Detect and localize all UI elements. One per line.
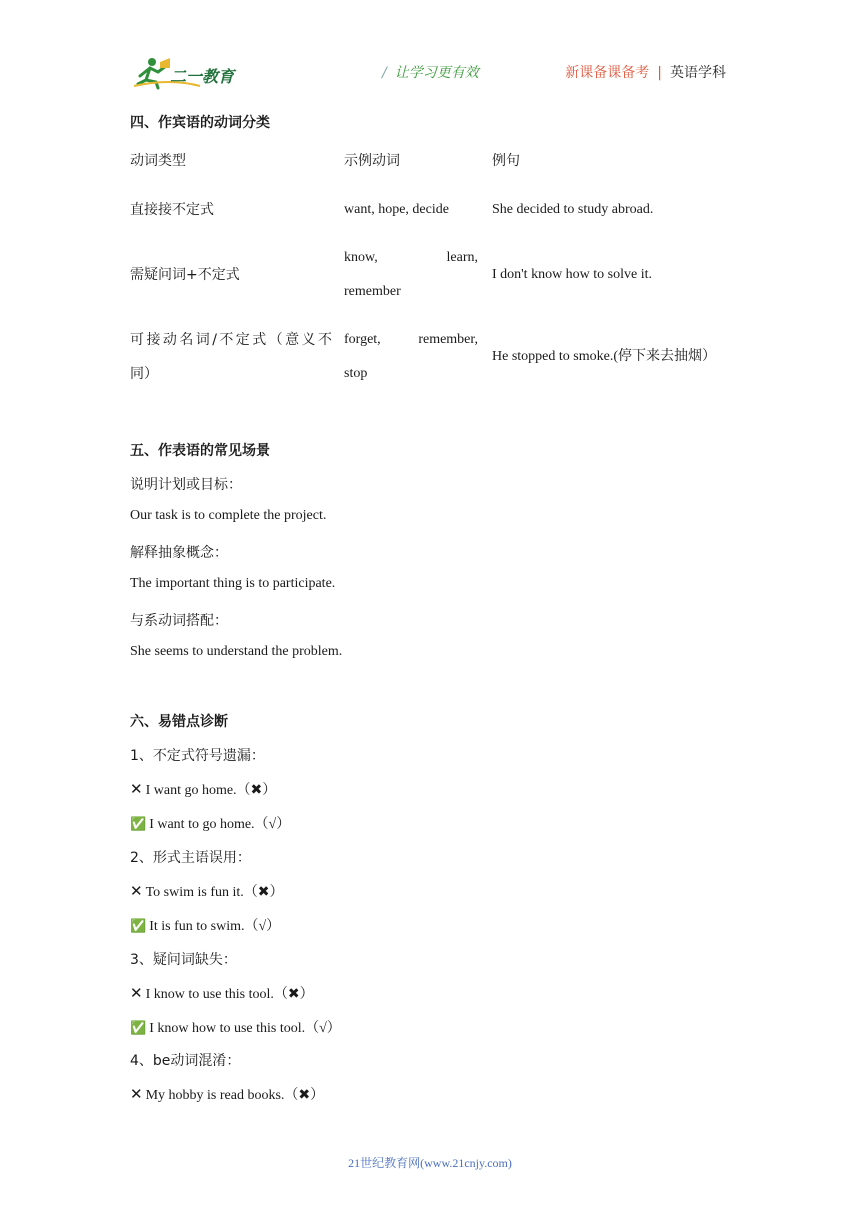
page-footer: 21世纪教育网(www.21cnjy.com) (348, 1156, 512, 1170)
table-header-cell: 示例动词 (344, 153, 400, 169)
text-line: 说明计划或目标： (130, 477, 242, 493)
example-sentence: Our task is to complete the project. (130, 508, 327, 523)
example-sentence: The important thing is to participate. (130, 576, 336, 591)
svg-text:二一教育: 二一教育 (170, 67, 235, 86)
header-highlight: 新课备课备考 (565, 65, 650, 81)
error-heading: 1、不定式符号遗漏： (130, 748, 265, 764)
text-line: 与系动词搭配： (130, 613, 228, 629)
cross-icon: ✕ (130, 984, 143, 1002)
slogan: / 让学习更有效 (382, 65, 479, 81)
table-cell-type: 需疑问词+不定式 (130, 267, 240, 283)
right-example: ✅ It is fun to swim.（√） (130, 919, 281, 934)
section6-title: 六、易错点诊断 (130, 714, 228, 730)
header-subject: 英语学科 (670, 65, 726, 81)
section4-title: 四、作宾语的动词分类 (130, 115, 270, 131)
example-sentence: She seems to understand the problem. (130, 644, 343, 659)
error-heading: 4、be动词混淆： (130, 1053, 241, 1069)
logo (130, 56, 240, 90)
table-cell-type-cont: 同） (130, 366, 158, 382)
cross-icon: ✕ (130, 882, 143, 900)
wrong-example: ✕ To swim is fun it.（✖） (130, 882, 284, 900)
section5-title: 五、作表语的常见场景 (130, 443, 270, 459)
cross-icon: ✕ (130, 780, 143, 798)
cross-icon: ✕ (130, 1085, 143, 1103)
table-cell-verbs: know, learn, (344, 250, 478, 265)
table-cell-verbs-cont: stop (344, 366, 368, 381)
check-icon: ✅ (130, 919, 147, 934)
runner-logo-icon (130, 56, 240, 90)
page-header (130, 56, 726, 92)
check-icon: ✅ (130, 1021, 147, 1036)
wrong-example: ✕ I know to use this tool.（✖） (130, 984, 314, 1002)
table-cell-verbs: want, hope, decide (344, 202, 449, 217)
error-heading: 2、形式主语误用： (130, 850, 251, 866)
header-right (565, 62, 726, 82)
table-header-cell: 动词类型 (130, 153, 186, 169)
error-heading: 3、疑问词缺失： (130, 952, 237, 968)
wrong-example: ✕ My hobby is read books.（✖） (130, 1085, 325, 1103)
right-example: ✅ I want to go home.（√） (130, 817, 291, 832)
table-cell-example: He stopped to smoke.(停下来去抽烟） (492, 349, 716, 364)
table-cell-verbs: forget, remember, (344, 332, 478, 347)
table-cell-type: 直接接不定式 (130, 202, 214, 218)
right-example: ✅ I know how to use this tool.（√） (130, 1021, 341, 1036)
text-line: 解释抽象概念： (130, 545, 228, 561)
table-cell-example: I don't know how to solve it. (492, 267, 653, 282)
table-cell-type: 可接动名词/不定式（意义不 (130, 332, 332, 348)
header-separator: | (657, 65, 662, 81)
table-header-cell: 例句 (492, 153, 520, 169)
check-icon: ✅ (130, 817, 147, 832)
table-cell-verbs-cont: remember (344, 284, 401, 299)
wrong-example: ✕ I want go home.（✖） (130, 780, 277, 798)
table-cell-example: She decided to study abroad. (492, 202, 654, 217)
